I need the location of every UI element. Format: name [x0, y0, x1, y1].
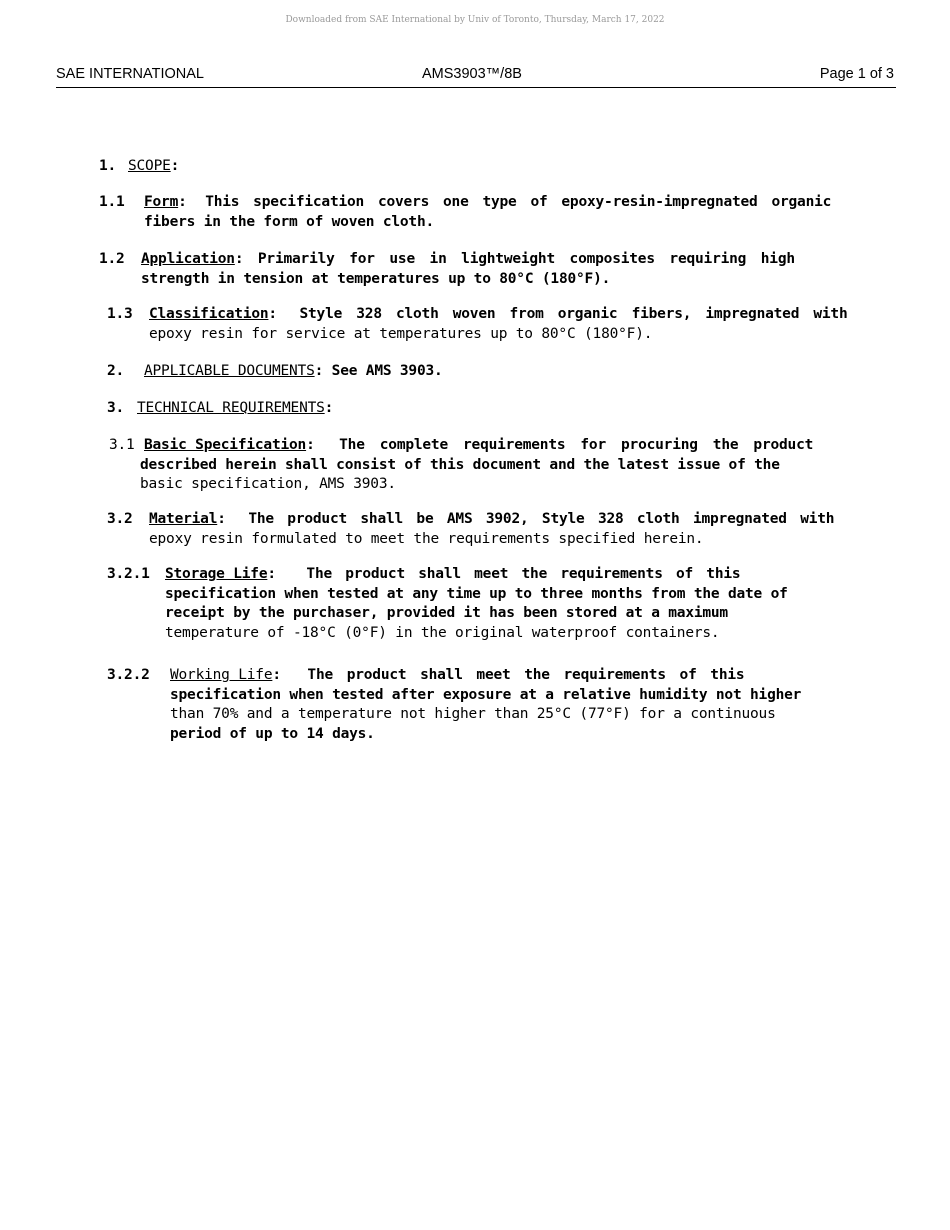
paragraph-line: epoxy resin for service at temperatures up to 80°C (180°F).	[149, 325, 653, 342]
section-number: 3.	[107, 400, 125, 416]
section-heading: APPLICABLE DOCUMENTS	[144, 363, 315, 379]
download-watermark: Downloaded from SAE International by Univ of Toronto, Thursday, March 17, 2022	[285, 15, 665, 25]
paragraph-line: described herein shall consist of this document and the latest issue of the	[140, 456, 780, 473]
paragraph-line: period of up to 14 days.	[170, 725, 375, 742]
section-number: 1.2	[99, 251, 125, 267]
section-number: 2.	[107, 363, 125, 379]
paragraph-line: The product shall meet the requirements of this	[307, 667, 745, 683]
section-heading: Material	[149, 511, 218, 527]
header-org: SAE INTERNATIONAL	[56, 66, 204, 82]
section-number: 3.2.1	[107, 566, 150, 582]
section-heading: Basic Specification	[144, 437, 307, 453]
section-number: 1.1	[99, 194, 125, 210]
page-header	[56, 66, 896, 88]
section-heading: Classification	[149, 306, 269, 322]
section-heading: Working Life	[170, 667, 273, 683]
paragraph-line: receipt by the purchaser, provided it has been stored at a maximum	[165, 605, 728, 621]
section-heading: Form	[144, 194, 179, 210]
paragraph-line: epoxy resin formulated to meet the requirements specified herein.	[149, 530, 704, 547]
section-number: 1.	[99, 158, 117, 174]
paragraph-line: The product shall be AMS 3902, Style 328 cloth impregnated with	[248, 511, 835, 527]
section-number: 3.2.2	[107, 667, 150, 683]
paragraph-line: Style 328 cloth woven from organic fibers, impregnated with	[299, 306, 848, 322]
paragraph-line: specification when tested after exposure at a relative humidity not higher	[170, 686, 802, 703]
paragraph-line: temperature of -18°C (0°F) in the original waterproof containers.	[165, 624, 720, 641]
paragraph-line: fibers in the form of woven cloth.	[144, 213, 435, 230]
section-heading: SCOPE	[128, 158, 171, 174]
section-heading: Application	[141, 251, 235, 267]
paragraph-line: than 70% and a temperature not higher than 25°C (77°F) for a continuous	[170, 706, 776, 722]
section-heading: TECHNICAL REQUIREMENTS	[137, 400, 325, 416]
header-page-number: Page 1 of 3	[819, 66, 894, 82]
paragraph-line: The product shall meet the requirements of this	[306, 566, 741, 582]
header-doc-id: AMS3903™/8B	[422, 66, 522, 82]
section-number: 3.1	[109, 437, 135, 453]
paragraph-line: strength in tension at temperatures up to 80°C (180°F).	[141, 270, 611, 287]
paragraph-line: basic specification, AMS 3903.	[140, 476, 396, 492]
section-heading: Storage Life	[165, 566, 268, 582]
section-number: 3.2	[107, 511, 133, 527]
paragraph-line: The complete requirements for procuring the product	[339, 437, 814, 453]
paragraph-line: This specification covers one type of epoxy-resin-impregnated organic	[205, 194, 832, 210]
paragraph-line: specification when tested at any time up to three months from the date of	[165, 585, 788, 602]
section-number: 1.3	[107, 306, 133, 322]
paragraph-line: Primarily for use in lightweight composites requiring high	[257, 251, 795, 267]
